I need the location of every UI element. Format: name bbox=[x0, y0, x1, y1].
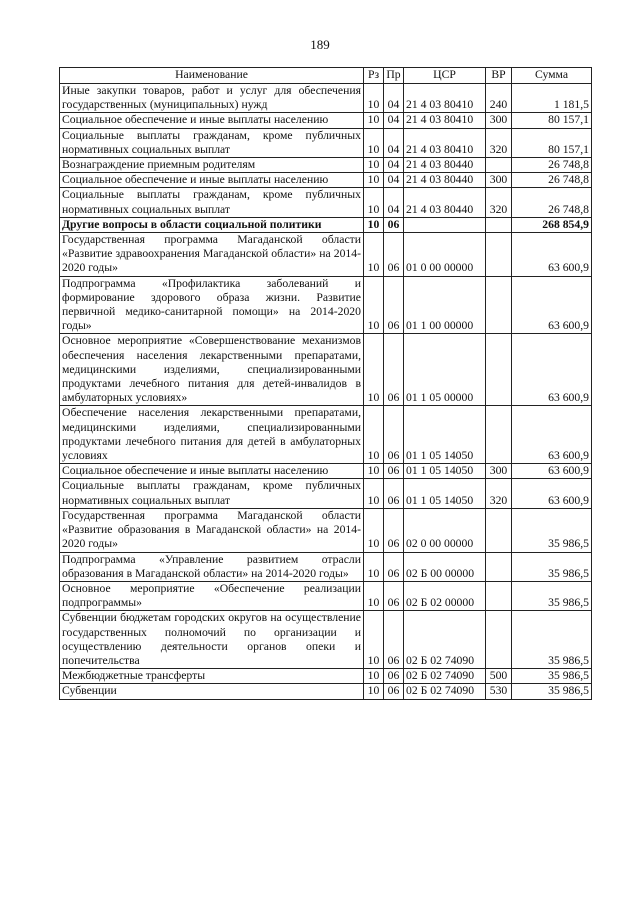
row-pr: 04 bbox=[384, 113, 404, 128]
row-pr: 04 bbox=[384, 188, 404, 217]
row-rz: 10 bbox=[364, 128, 384, 157]
budget-table bbox=[59, 67, 592, 700]
table-row bbox=[60, 552, 592, 581]
row-name: Субвенции бюджетам городских округов на осуществление государственных полномочий по организации и осуществлению деятельности органов опеки и попечительства bbox=[60, 611, 364, 669]
row-name: Субвенции bbox=[60, 684, 364, 699]
row-vr bbox=[486, 552, 512, 581]
row-pr: 06 bbox=[384, 217, 404, 232]
table-row bbox=[60, 113, 592, 128]
row-sum: 63 600,9 bbox=[512, 233, 592, 277]
row-pr: 06 bbox=[384, 552, 404, 581]
row-csr: 01 1 05 00000 bbox=[404, 334, 486, 406]
row-vr bbox=[486, 276, 512, 334]
table-row bbox=[60, 276, 592, 334]
row-name: Социальные выплаты гражданам, кроме публичных нормативных социальных выплат bbox=[60, 188, 364, 217]
row-rz: 10 bbox=[364, 406, 384, 464]
row-pr: 06 bbox=[384, 479, 404, 508]
row-name: Социальное обеспечение и иные выплаты населению bbox=[60, 173, 364, 188]
row-name: Основное мероприятие «Обеспечение реализации подпрограммы» bbox=[60, 581, 364, 610]
row-name: Основное мероприятие «Совершенствование механизмов обеспечения населения лекарственными препаратами, медицинскими изделиями, специализированными продуктами лечебного питания для детей-инвалидов в амбулаторных условиях» bbox=[60, 334, 364, 406]
header-csr: ЦСР bbox=[404, 68, 486, 84]
row-name: Подпрограмма «Профилактика заболеваний и формирование здорового образа жизни. Развитие первичной медико-санитарной помощи» на 2014-2020 годы» bbox=[60, 276, 364, 334]
table-row bbox=[60, 464, 592, 479]
row-sum: 35 986,5 bbox=[512, 669, 592, 684]
row-vr bbox=[486, 334, 512, 406]
row-csr: 21 4 03 80410 bbox=[404, 128, 486, 157]
row-pr: 06 bbox=[384, 276, 404, 334]
row-name: Государственная программа Магаданской области «Развитие образования в Магаданской области» на 2014-2020 годы» bbox=[60, 508, 364, 552]
row-name: Межбюджетные трансферты bbox=[60, 669, 364, 684]
table-row bbox=[60, 684, 592, 699]
row-csr: 21 4 03 80410 bbox=[404, 113, 486, 128]
table-header-row bbox=[60, 68, 592, 84]
header-rz: Рз bbox=[364, 68, 384, 84]
row-rz: 10 bbox=[364, 276, 384, 334]
row-csr: 02 Б 02 74090 bbox=[404, 669, 486, 684]
table-row bbox=[60, 128, 592, 157]
row-pr: 04 bbox=[384, 173, 404, 188]
row-csr: 02 Б 02 00000 bbox=[404, 581, 486, 610]
row-sum: 80 157,1 bbox=[512, 128, 592, 157]
header-vr: ВР bbox=[486, 68, 512, 84]
row-vr: 320 bbox=[486, 479, 512, 508]
row-csr: 01 1 05 14050 bbox=[404, 464, 486, 479]
row-rz: 10 bbox=[364, 552, 384, 581]
row-pr: 06 bbox=[384, 581, 404, 610]
table-row bbox=[60, 188, 592, 217]
row-rz: 10 bbox=[364, 158, 384, 173]
row-sum: 63 600,9 bbox=[512, 406, 592, 464]
row-rz: 10 bbox=[364, 113, 384, 128]
row-pr: 06 bbox=[384, 233, 404, 277]
row-vr: 320 bbox=[486, 128, 512, 157]
row-sum: 35 986,5 bbox=[512, 684, 592, 699]
row-vr bbox=[486, 581, 512, 610]
row-rz: 10 bbox=[364, 581, 384, 610]
row-name: Социальное обеспечение и иные выплаты населению bbox=[60, 113, 364, 128]
row-rz: 10 bbox=[364, 464, 384, 479]
row-vr: 530 bbox=[486, 684, 512, 699]
table-row bbox=[60, 508, 592, 552]
table-row bbox=[60, 406, 592, 464]
row-rz: 10 bbox=[364, 217, 384, 232]
header-name: Наименование bbox=[60, 68, 364, 84]
row-rz: 10 bbox=[364, 188, 384, 217]
table-row bbox=[60, 581, 592, 610]
row-csr: 02 Б 02 74090 bbox=[404, 684, 486, 699]
header-pr: Пр bbox=[384, 68, 404, 84]
row-sum: 63 600,9 bbox=[512, 276, 592, 334]
row-vr: 500 bbox=[486, 669, 512, 684]
row-pr: 06 bbox=[384, 611, 404, 669]
table-row bbox=[60, 479, 592, 508]
row-vr: 300 bbox=[486, 173, 512, 188]
row-pr: 06 bbox=[384, 508, 404, 552]
row-sum: 26 748,8 bbox=[512, 188, 592, 217]
row-vr: 300 bbox=[486, 113, 512, 128]
row-vr bbox=[486, 158, 512, 173]
row-rz: 10 bbox=[364, 233, 384, 277]
row-sum: 63 600,9 bbox=[512, 334, 592, 406]
row-name: Государственная программа Магаданской области «Развитие здравоохранения Магаданской области» на 2014-2020 годы» bbox=[60, 233, 364, 277]
table-row bbox=[60, 158, 592, 173]
table-row bbox=[60, 669, 592, 684]
row-pr: 06 bbox=[384, 334, 404, 406]
row-pr: 04 bbox=[384, 128, 404, 157]
page-number: 189 bbox=[310, 37, 330, 52]
row-pr: 06 bbox=[384, 406, 404, 464]
row-rz: 10 bbox=[364, 669, 384, 684]
row-vr bbox=[486, 217, 512, 232]
row-pr: 06 bbox=[384, 684, 404, 699]
row-csr: 02 0 00 00000 bbox=[404, 508, 486, 552]
table-row bbox=[60, 84, 592, 113]
row-rz: 10 bbox=[364, 334, 384, 406]
row-name: Обеспечение населения лекарственными препаратами, медицинскими изделиями, специализированными продуктами лечебного питания для детей в амбулаторных условиях bbox=[60, 406, 364, 464]
table-row bbox=[60, 217, 592, 232]
row-sum: 35 986,5 bbox=[512, 611, 592, 669]
row-csr: 01 0 00 00000 bbox=[404, 233, 486, 277]
row-pr: 06 bbox=[384, 464, 404, 479]
row-name: Иные закупки товаров, работ и услуг для обеспечения государственных (муниципальных) нужд bbox=[60, 84, 364, 113]
row-name: Другие вопросы в области социальной политики bbox=[60, 217, 364, 232]
row-csr: 01 1 05 14050 bbox=[404, 479, 486, 508]
row-sum: 80 157,1 bbox=[512, 113, 592, 128]
row-rz: 10 bbox=[364, 684, 384, 699]
row-csr: 02 Б 00 00000 bbox=[404, 552, 486, 581]
row-sum: 63 600,9 bbox=[512, 479, 592, 508]
row-name: Вознаграждение приемным родителям bbox=[60, 158, 364, 173]
row-sum: 35 986,5 bbox=[512, 581, 592, 610]
row-vr bbox=[486, 611, 512, 669]
row-sum: 268 854,9 bbox=[512, 217, 592, 232]
table-row bbox=[60, 334, 592, 406]
row-rz: 10 bbox=[364, 508, 384, 552]
row-sum: 26 748,8 bbox=[512, 173, 592, 188]
row-vr: 240 bbox=[486, 84, 512, 113]
row-name: Социальные выплаты гражданам, кроме публичных нормативных социальных выплат bbox=[60, 128, 364, 157]
row-pr: 04 bbox=[384, 158, 404, 173]
table-row bbox=[60, 173, 592, 188]
row-csr: 02 Б 02 74090 bbox=[404, 611, 486, 669]
row-vr: 300 bbox=[486, 464, 512, 479]
row-rz: 10 bbox=[364, 173, 384, 188]
row-vr: 320 bbox=[486, 188, 512, 217]
row-sum: 1 181,5 bbox=[512, 84, 592, 113]
row-csr: 21 4 03 80410 bbox=[404, 84, 486, 113]
row-pr: 06 bbox=[384, 669, 404, 684]
row-rz: 10 bbox=[364, 611, 384, 669]
row-vr bbox=[486, 233, 512, 277]
row-rz: 10 bbox=[364, 84, 384, 113]
row-sum: 35 986,5 bbox=[512, 508, 592, 552]
row-pr: 04 bbox=[384, 84, 404, 113]
row-csr: 21 4 03 80440 bbox=[404, 188, 486, 217]
row-vr bbox=[486, 508, 512, 552]
row-rz: 10 bbox=[364, 479, 384, 508]
table-row bbox=[60, 611, 592, 669]
row-csr: 21 4 03 80440 bbox=[404, 173, 486, 188]
row-csr: 21 4 03 80440 bbox=[404, 158, 486, 173]
header-sum: Сумма bbox=[512, 68, 592, 84]
row-sum: 26 748,8 bbox=[512, 158, 592, 173]
row-name: Социальное обеспечение и иные выплаты населению bbox=[60, 464, 364, 479]
row-vr bbox=[486, 406, 512, 464]
row-name: Социальные выплаты гражданам, кроме публичных нормативных социальных выплат bbox=[60, 479, 364, 508]
row-sum: 63 600,9 bbox=[512, 464, 592, 479]
row-name: Подпрограмма «Управление развитием отрасли образования в Магаданской области» на 2014-2020 годы» bbox=[60, 552, 364, 581]
row-csr bbox=[404, 217, 486, 232]
row-csr: 01 1 05 14050 bbox=[404, 406, 486, 464]
row-csr: 01 1 00 00000 bbox=[404, 276, 486, 334]
row-sum: 35 986,5 bbox=[512, 552, 592, 581]
table-row bbox=[60, 233, 592, 277]
